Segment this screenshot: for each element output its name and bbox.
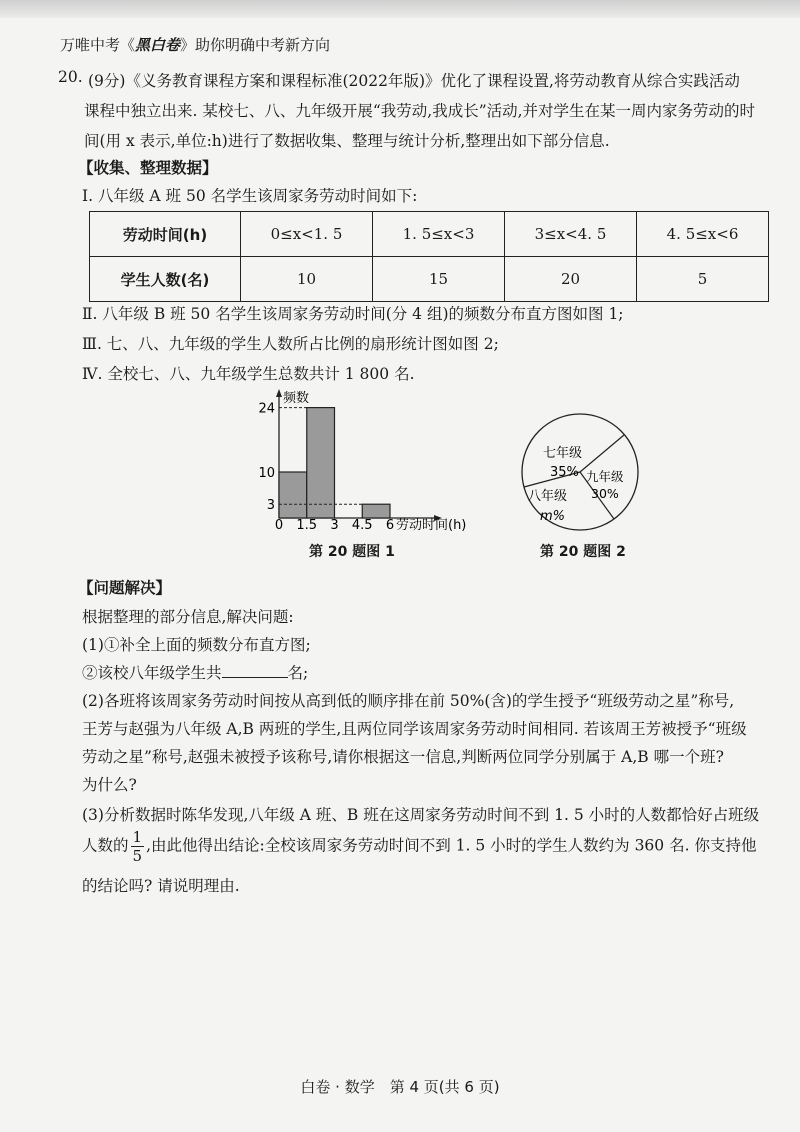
solve-intro: 根据整理的部分信息,解决问题: bbox=[82, 608, 294, 626]
scan-top-band bbox=[0, 0, 800, 18]
question-number: 20. bbox=[58, 68, 83, 86]
figure-2-caption: 第 20 题图 2 bbox=[540, 544, 626, 560]
table-row bbox=[90, 257, 769, 302]
section-collect: 【收集、整理数据】 bbox=[78, 159, 218, 177]
table-cell: 5 bbox=[637, 257, 769, 302]
question-2-line-1: (2)各班将该周家务劳动时间按从高到低的顺序排在前 50%(含)的学生授予“班级劳动之星”称号, bbox=[82, 692, 735, 710]
figure-1-caption: 第 20 题图 1 bbox=[309, 544, 395, 560]
table-cell: 0≤x<1. 5 bbox=[241, 212, 373, 257]
answer-blank[interactable] bbox=[222, 663, 288, 678]
info-2: Ⅱ. 八年级 B 班 50 名学生该周家务劳动时间(分 4 组)的频数分布直方图如图 1; bbox=[82, 305, 624, 323]
pie-slice-value-grade7: 35% bbox=[550, 465, 579, 480]
table-cell: 4. 5≤x<6 bbox=[637, 212, 769, 257]
question-intro bbox=[84, 66, 778, 156]
section-solve: 【问题解决】 bbox=[78, 579, 172, 597]
table-cell: 1. 5≤x<3 bbox=[373, 212, 505, 257]
question-2-line-4: 为什么? bbox=[82, 776, 137, 794]
y-axis-arrow bbox=[276, 389, 282, 397]
y-tick-label: 3 bbox=[266, 498, 275, 514]
x-tick-label: 6 bbox=[385, 518, 395, 533]
table-cell: 10 bbox=[241, 257, 373, 302]
pie-figure bbox=[516, 408, 646, 538]
histogram-bar bbox=[307, 408, 335, 518]
x-tick-label: 4.5 bbox=[351, 518, 373, 533]
question-3-line-1: (3)分析数据时陈华发现,八年级 A 班、B 班在这周家务劳动时间不到 1. 5 小时的人数都恰好占班级 bbox=[82, 806, 760, 824]
intro-line-3: 间(用 x 表示,单位:h)进行了数据收集、整理与统计分析,整理出如下部分信息. bbox=[84, 132, 610, 150]
question-1b: ②该校八年级学生共 名; bbox=[82, 664, 309, 682]
y-axis-label: 频数 bbox=[283, 391, 310, 406]
table-header-time: 劳动时间(h) bbox=[90, 212, 241, 257]
table-cell: 3≤x<4. 5 bbox=[505, 212, 637, 257]
y-tick-label: 10 bbox=[258, 466, 275, 481]
pie-divider-2 bbox=[580, 435, 624, 472]
histogram-bar bbox=[362, 504, 390, 518]
info-1: Ⅰ. 八年级 A 班 50 名学生该周家务劳动时间如下: bbox=[82, 187, 418, 205]
pie-slice-value-grade9: 30% bbox=[591, 486, 619, 501]
brand-name: 黑白卷 bbox=[135, 36, 181, 54]
page-footer: 白卷 · 数学 第 4 页(共 6 页) bbox=[300, 1078, 500, 1096]
x-tick-label: 1.5 bbox=[296, 518, 318, 533]
table-row bbox=[90, 212, 769, 257]
info-4: Ⅳ. 全校七、八、九年级学生总数共计 1 800 名. bbox=[82, 365, 415, 383]
question-2-line-3: 劳动之星”称号,赵强未被授予该称号,请你根据这一信息,判断两位同学分别属于 A,B 哪一个班? bbox=[82, 748, 724, 766]
frequency-table bbox=[89, 211, 769, 302]
intro-line-2: 课程中独立出来. 某校七、八、九年级开展“我劳动,我成长”活动,并对学生在某一周内家务劳动的时 bbox=[84, 102, 756, 120]
table-cell: 15 bbox=[373, 257, 505, 302]
question-3-line-3: 的结论吗? 请说明理由. bbox=[82, 877, 240, 895]
page-header: 万唯中考《黑白卷》助你明确中考新方向 bbox=[60, 36, 331, 54]
table-header-count: 学生人数(名) bbox=[90, 257, 241, 302]
histogram-bar bbox=[279, 472, 307, 518]
x-axis-label: 劳动时间(h) bbox=[396, 518, 467, 533]
x-tick-label: 3 bbox=[330, 518, 339, 533]
pie-slice-label-grade7: 七年级 bbox=[543, 446, 583, 461]
intro-line-1: (9分)《义务教育课程方案和课程标准(2022年版)》优化了课程设置,将劳动教育从综合实践活动 bbox=[88, 72, 740, 90]
fraction-one-fifth: $\frac{1}{5}$ bbox=[132, 828, 143, 865]
question-1a: (1)①补全上面的频数分布直方图; bbox=[82, 636, 311, 654]
pie-slice-value-grade8: m% bbox=[540, 509, 566, 524]
pie-slice-label-grade8: 八年级 bbox=[528, 489, 568, 504]
y-tick-label: 24 bbox=[258, 401, 275, 417]
info-3: Ⅲ. 七、八、九年级的学生人数所占比例的扇形统计图如图 2; bbox=[82, 335, 499, 353]
question-3-line-2: 人数的 $\frac{1}{5}$ ,由此他得出结论:全校该周家务劳动时间不到 1. 5 小时的学生人数约为 360 名. 你支持他 bbox=[82, 828, 757, 865]
question-2-line-2: 王芳与赵强为八年级 A,B 两班的学生,且两位同学该周家务劳动时间相同. 若该周王芳被授予“班级 bbox=[82, 720, 747, 738]
table-cell: 20 bbox=[505, 257, 637, 302]
histogram-figure bbox=[250, 388, 510, 538]
pie-slice-label-grade9: 九年级 bbox=[586, 469, 624, 484]
x-tick-label: 0 bbox=[274, 518, 284, 533]
